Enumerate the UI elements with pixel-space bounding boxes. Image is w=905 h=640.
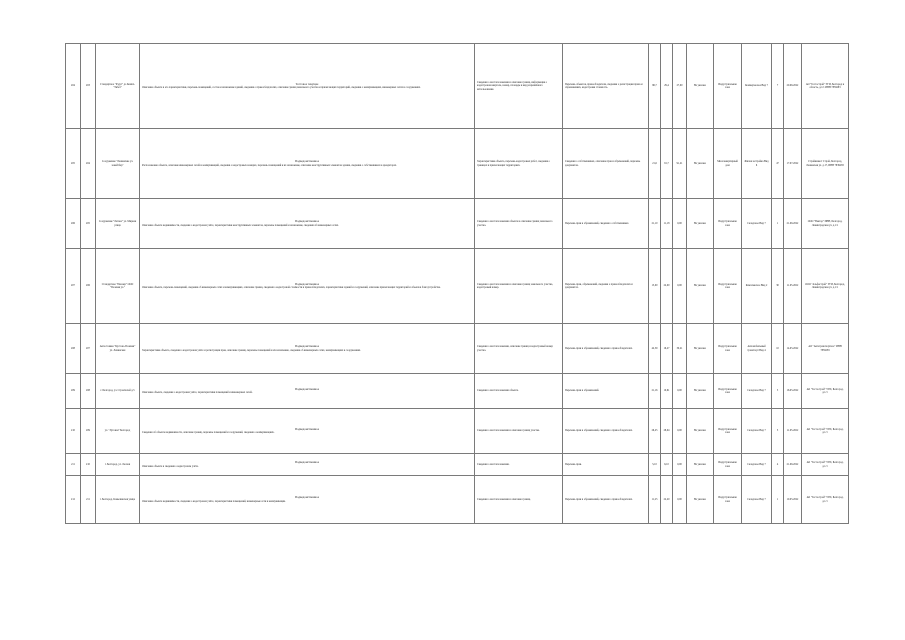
- table-cell-area: 15,00: [649, 249, 661, 324]
- table-cell-description: [140, 454, 475, 476]
- description-heading: Подведомственное: [294, 386, 320, 391]
- table-cell-num: 209: [66, 374, 81, 409]
- description-heading: Подведомственное: [294, 495, 320, 500]
- table-cell-n2: 0,00: [673, 374, 687, 409]
- table-cell-date: 11.05.2022: [784, 409, 802, 454]
- table-cell-num: 204: [66, 44, 81, 129]
- table-cell-name: Стандартное "Рэдуг" до Кемпл-"Тибет": [96, 44, 140, 129]
- table-cell-status: Не указано: [687, 476, 714, 524]
- table-cell-org: ООО "Вектор" ИНН, Белгород, Ленинградская ул. д.1/1: [802, 199, 849, 249]
- table-cell-n1: 29,4: [661, 44, 673, 129]
- table-cell-description: [140, 129, 475, 199]
- table-cell-name: г. Белгород, ул. Лесная: [96, 454, 140, 476]
- description-heading: Подведомственное: [294, 281, 320, 286]
- table-cell-col-a: Сведения о местоположении, описание границ и кадастровый номер участка.: [475, 324, 563, 374]
- table-cell-col-a: Сведения о местоположении объекта.: [475, 374, 563, 409]
- description-text: Сведения об объекте недвижимости, описание границ, перечень помещений и сооружений, сведения о коммуникациях.: [142, 431, 275, 435]
- table-cell-num: 208: [66, 324, 81, 374]
- table-cell-org: АО "Автотранспортное" ИНН 7839283: [802, 324, 849, 374]
- description-text: Описание объекта недвижимости, сведения о кадастровом учёте, характеристики конструктивных элементов, перечень помещений и назначение, сведения об инженерных сетях.: [142, 223, 339, 227]
- table-cell-num: 207: [66, 249, 81, 324]
- table-cell-cat: Автомобильный транспорт Вид 4: [742, 324, 772, 374]
- table-cell-status: Не указано: [687, 374, 714, 409]
- table-cell-kind: Многоквартирный дом: [714, 129, 742, 199]
- table-cell-org: АО "Тестострой" УГИ, Белгород, д.1/1: [802, 476, 849, 524]
- table-cell-q: 1: [772, 199, 784, 249]
- table-cell-col-a: Сведения о местоположении объекта и описание границ земельного участка.: [475, 199, 563, 249]
- table-cell-date: 20.06.2022: [784, 44, 802, 129]
- table-row: [66, 409, 849, 454]
- table-cell-cat: Складское Вид 7: [742, 199, 772, 249]
- table-cell-status: Не указано: [687, 44, 714, 129]
- description-heading: Подведомственное: [294, 426, 320, 431]
- table-cell-status: Не указано: [687, 324, 714, 374]
- table-cell-n1: 11,18: [661, 199, 673, 249]
- table-cell-name: Автостоянка "Кустово-Полевая" ул. Ленинская: [96, 324, 140, 374]
- table-row: [66, 374, 849, 409]
- table-cell-date: 11.05.2022: [784, 249, 802, 324]
- table-row: [66, 249, 849, 324]
- table-cell-q: 7: [772, 44, 784, 129]
- table-cell-area: 21,16: [649, 374, 661, 409]
- table-cell-kind: Индустриальная зона: [714, 324, 742, 374]
- table-cell-description: [140, 324, 475, 374]
- table-cell-col-b: Перечень прав, обременений, сведения о правообладателях и документах.: [563, 249, 649, 324]
- table-cell-date: 21.06.2022: [784, 454, 802, 476]
- registry-table: [65, 43, 849, 524]
- table-cell-status: Не указано: [687, 199, 714, 249]
- table-row: [66, 44, 849, 129]
- table-cell-col-a: Сведения о местоположении.: [475, 454, 563, 476]
- table-cell-date: 14.05.2022: [784, 324, 802, 374]
- description-heading: Подведомственное: [294, 344, 320, 349]
- table-row: [66, 324, 849, 374]
- table-cell-code: 208: [81, 374, 96, 409]
- table-cell-cat: Складское Вид 7: [742, 476, 772, 524]
- table-cell-q: 5: [772, 374, 784, 409]
- table-cell-status: Не указано: [687, 454, 714, 476]
- table-cell-description: [140, 199, 475, 249]
- table-cell-n2: 30,21: [673, 324, 687, 374]
- table-cell-description: [140, 409, 475, 454]
- table-cell-col-a: Характеристики объекта, перечень кадастровых работ, сведения о границах и прилегающих территориях.: [475, 129, 563, 199]
- table-cell-area: 26,25: [649, 409, 661, 454]
- table-cell-col-b: Перечень прав и обременений, сведения о правообладателях.: [563, 476, 649, 524]
- table-cell-kind: Индустриальная зона: [714, 44, 742, 129]
- description-heading: Подведомственное: [294, 460, 320, 465]
- table-cell-col-a: Сведения о местоположении и описание границ, информация о кадастровом квартале, номер, площадь и вид разрешённого использования.: [475, 44, 563, 129]
- table-cell-description: [140, 476, 475, 524]
- table-cell-code: 207: [81, 324, 96, 374]
- table-cell-org: АО "Тестострой" УГИ, Белгород, д.1/1: [802, 409, 849, 454]
- table-cell-kind: Индустриальная зона: [714, 454, 742, 476]
- table-cell-area: 21,10: [649, 199, 661, 249]
- table-cell-num: 205: [66, 129, 81, 199]
- table-cell-code: 205: [81, 199, 96, 249]
- table-cell-kind: Индустриальная зона: [714, 476, 742, 524]
- table-cell-col-b: Перечень прав и обременений, сведения о собственниках.: [563, 199, 649, 249]
- table-cell-name: Сооружение "Летнее" ул. Мирная улица: [96, 199, 140, 249]
- description-text: Описание объекта и его характеристики, перечень помещений, состав и назначение зданий, сведения о правообладателях, описание границ земельного участка и прилегающих территорий, сведения о коммуникациях, инженерных сетях и сооружениях.: [142, 86, 421, 90]
- table-cell-area: 86,7: [649, 44, 661, 129]
- table-cell-cat: Комплексное Вид 2: [742, 249, 772, 324]
- table-cell-q: 10: [772, 324, 784, 374]
- table-cell-n1: 28,04: [661, 409, 673, 454]
- table-cell-n1: 22,00: [661, 249, 673, 324]
- table-cell-col-b: Перечень прав и обременений.: [563, 374, 649, 409]
- description-text: Описание объекта и сведения о кадастровом учёте.: [142, 464, 199, 468]
- table-cell-area: 5,10: [649, 454, 661, 476]
- table-row: [66, 476, 849, 524]
- table-cell-col-b: Перечень прав и обременений, сведения о правообладателях.: [563, 409, 649, 454]
- table-cell-status: Не указано: [687, 249, 714, 324]
- table-row: [66, 199, 849, 249]
- table-cell-status: Не указано: [687, 129, 714, 199]
- table-cell-code: 209: [81, 409, 96, 454]
- table-cell-name: Сооружение "Ленинские ул. зовейтбер": [96, 129, 140, 199]
- table-cell-num: 211: [66, 454, 81, 476]
- table-cell-num: 210: [66, 409, 81, 454]
- table-cell-col-b: Перечень прав и обременений, сведения о правообладателях.: [563, 324, 649, 374]
- table-cell-n2: 0,00: [673, 199, 687, 249]
- table-cell-col-b: Перечень прав.: [563, 454, 649, 476]
- table-cell-org: АО "Тестострой" УГИ, Белгород и область, д.1/1 ИНН 7839283: [802, 44, 849, 129]
- table-cell-date: 10.05.2022: [784, 476, 802, 524]
- table-cell-code: 211: [81, 476, 96, 524]
- table-cell-col-a: Сведения о местоположении и описание границ.: [475, 476, 563, 524]
- table-cell-n1: 10,61: [661, 374, 673, 409]
- table-cell-q: 3: [772, 409, 784, 454]
- table-cell-area: 11,25: [649, 476, 661, 524]
- table-cell-col-a: Сведения о местоположении и описание границ земельного участка, кадастровый номер.: [475, 249, 563, 324]
- table-cell-n1: 6,10: [661, 454, 673, 476]
- table-cell-col-a: Сведения о местоположении и описание границ участка.: [475, 409, 563, 454]
- description-text: Описание объекта, сведения о кадастровом учёте, характеристики помещений и инженерных сетей.: [142, 391, 253, 395]
- table-cell-area: 42,59: [649, 324, 661, 374]
- description-text: Описание объекта, перечень помещений, сведения об инженерных сетях и коммуникациях, описание границ, сведения о кадастровой стоимости и правообладателях, характеристики зданий и сооружений, описание прилегающих территорий и объектов благоустройства.: [142, 286, 441, 290]
- table-cell-num: 212: [66, 476, 81, 524]
- table-cell-name: ул. "Луговая" Белгород: [96, 409, 140, 454]
- table-cell-n1: 91,7: [661, 129, 673, 199]
- table-cell-code: 203: [81, 44, 96, 129]
- description-text: Расположение объекта, описание инженерных сетей и коммуникаций, сведения о кадастровых номерах, перечень помещений и их назначение, описание конструктивных элементов здания, сведения о собственниках и арендаторах.: [142, 163, 397, 167]
- table-cell-n2: 0,00: [673, 249, 687, 324]
- table-row: [66, 454, 849, 476]
- table-cell-cat: Жилая застройка Вид 6: [742, 129, 772, 199]
- table-cell-description: [140, 44, 475, 129]
- table-cell-col-b: Сведения о собственниках, описание прав и обременений, перечень документов.: [563, 129, 649, 199]
- table-cell-n2: 0,00: [673, 476, 687, 524]
- table-cell-kind: Индустриальная зона: [714, 199, 742, 249]
- description-heading: Тестовое текущее: [295, 81, 319, 86]
- table-cell-code: 210: [81, 454, 96, 476]
- table-cell-q: 4: [772, 454, 784, 476]
- table-cell-org: АО "Тестострой" УГИ, Белгород, д.1/1: [802, 454, 849, 476]
- table-cell-description: [140, 249, 475, 324]
- table-cell-date: 17.07.2022: [784, 129, 802, 199]
- table-cell-num: 206: [66, 199, 81, 249]
- table-cell-cat: Складское Вид 7: [742, 374, 772, 409]
- table-cell-org: ООО "Альфастрой" УГИ, Белгород, Ленинградская ул. д.1/1: [802, 249, 849, 324]
- table-cell-col-b: Перечень объектов, правообладатели, сведения о регистрации права и обременениях, кадастровая стоимость.: [563, 44, 649, 129]
- table-cell-area: 21,6: [649, 129, 661, 199]
- table-cell-code: 204: [81, 129, 96, 199]
- table-cell-n1: 16,27: [661, 324, 673, 374]
- table-cell-cat: Складское Вид 7: [742, 409, 772, 454]
- table-cell-org: Стройинвест Строй, Белгород, Ленинская ул. д.17, ИНН 7839283: [802, 129, 849, 199]
- table-cell-n2: 27,00: [673, 44, 687, 129]
- table-cell-kind: Индустриальная зона: [714, 249, 742, 324]
- description-text: Характеристики объекта, сведения о кадастровом учёте и регистрации прав, описание границ, перечень помещений и их назначение, сведения об инженерных сетях, коммуникациях и сооружениях.: [142, 348, 361, 352]
- table-cell-q: 47: [772, 129, 784, 199]
- table-cell-kind: Индустриальная зона: [714, 409, 742, 454]
- table-row: [66, 129, 849, 199]
- table-cell-description: [140, 374, 475, 409]
- table-cell-q: 1: [772, 476, 784, 524]
- table-cell-org: АО "Тестострой" УГИ, Белгород, д.1/1: [802, 374, 849, 409]
- table-cell-q: 30: [772, 249, 784, 324]
- description-heading: Подведомственное: [294, 219, 320, 224]
- table-cell-n2: 91,21: [673, 129, 687, 199]
- table-cell-n1: 22,20: [661, 476, 673, 524]
- table-cell-name: г. Белгород, ул. Строителей д.5: [96, 374, 140, 409]
- table-cell-n2: 0,00: [673, 409, 687, 454]
- table-cell-status: Не указано: [687, 409, 714, 454]
- description-heading: Подведомственное: [294, 159, 320, 164]
- table-cell-name: Стандартное "Пионер" ООО "Полевая ул.": [96, 249, 140, 324]
- table-cell-date: 21.06.2022: [784, 199, 802, 249]
- table-cell-n2: 0,00: [673, 454, 687, 476]
- table-cell-name: г. Белгород, Ковылинская улица: [96, 476, 140, 524]
- table-cell-kind: Индустриальная зона: [714, 374, 742, 409]
- table-cell-date: 16.05.2022: [784, 374, 802, 409]
- description-text: Описание объекта недвижимости, сведения о кадастровом учёте, характеристики помещений, инженерные сети и коммуникации.: [142, 499, 286, 503]
- table-cell-cat: Складское Вид 7: [742, 454, 772, 476]
- table-cell-cat: Коммерческое Вид 7: [742, 44, 772, 129]
- table-cell-code: 206: [81, 249, 96, 324]
